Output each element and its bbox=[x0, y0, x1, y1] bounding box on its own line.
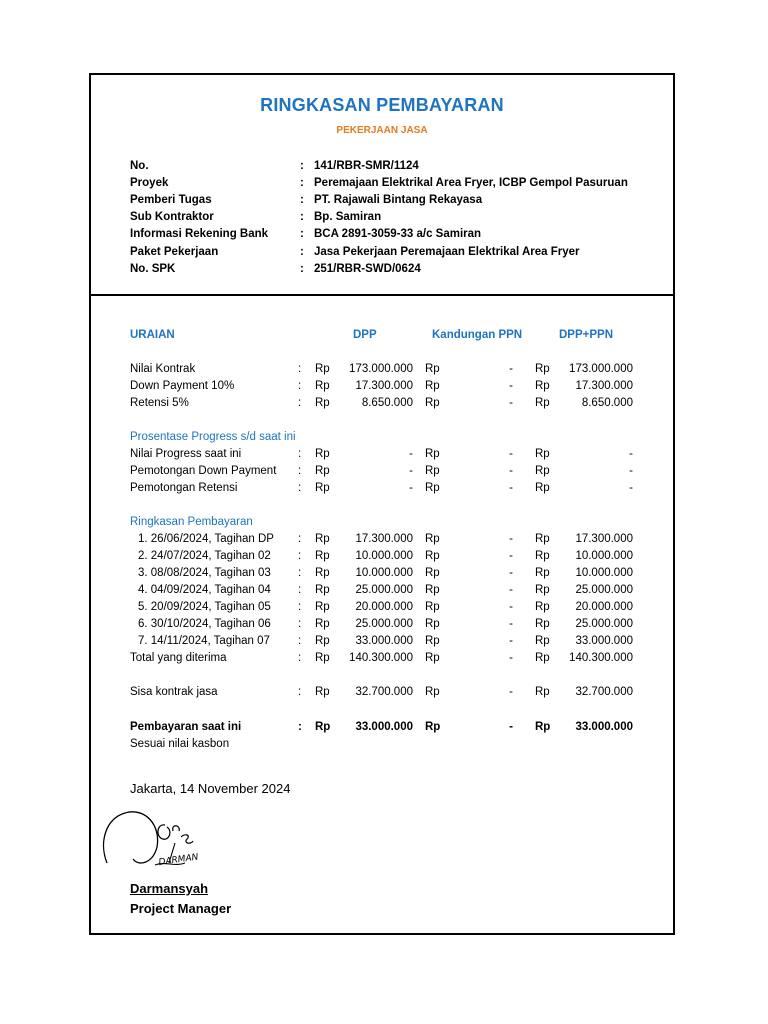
info-row bbox=[130, 260, 628, 277]
info-row bbox=[130, 191, 628, 208]
signature-handwriting: DARMAN bbox=[158, 852, 200, 868]
progress-title: Prosentase Progress s/d saat ini bbox=[130, 431, 296, 443]
row-colon: : bbox=[298, 635, 302, 647]
ppn-value: - bbox=[509, 397, 513, 409]
currency-label: Rp bbox=[535, 482, 550, 494]
note-row bbox=[91, 738, 673, 755]
dpp-value: - bbox=[409, 448, 413, 460]
currency-label: Rp bbox=[315, 533, 330, 545]
row-label: 5. 20/09/2024, Tagihan 05 bbox=[138, 601, 271, 613]
section-title bbox=[91, 431, 673, 448]
currency-label: Rp bbox=[425, 363, 440, 375]
total-value: 33.000.000 bbox=[575, 721, 633, 733]
currency-label: Rp bbox=[425, 601, 440, 613]
table-row bbox=[91, 601, 673, 618]
info-value: Peremajaan Elektrikal Area Fryer, ICBP Gempol Pasuruan bbox=[314, 176, 628, 189]
currency-label: Rp bbox=[535, 721, 551, 733]
info-colon: : bbox=[300, 245, 304, 258]
ppn-value: - bbox=[509, 465, 513, 477]
currency-label: Rp bbox=[315, 584, 330, 596]
row-label: 2. 24/07/2024, Tagihan 02 bbox=[138, 550, 271, 562]
currency-label: Rp bbox=[425, 550, 440, 562]
currency-label: Rp bbox=[425, 482, 440, 494]
row-colon: : bbox=[298, 652, 302, 664]
ppn-value: - bbox=[509, 448, 513, 460]
summary-title: Ringkasan Pembayaran bbox=[130, 516, 253, 528]
currency-label: Rp bbox=[315, 652, 330, 664]
currency-label: Rp bbox=[315, 380, 330, 392]
header-total: DPP+PPN bbox=[559, 329, 614, 341]
table-row bbox=[91, 618, 673, 635]
currency-label: Rp bbox=[425, 567, 440, 579]
ppn-value: - bbox=[509, 363, 513, 375]
dpp-value: 25.000.000 bbox=[355, 584, 413, 596]
dpp-value: - bbox=[409, 482, 413, 494]
signature-image bbox=[95, 803, 225, 877]
row-label: Pemotongan Down Payment bbox=[130, 465, 277, 477]
row-colon: : bbox=[298, 380, 302, 392]
table-row bbox=[91, 397, 673, 414]
row-label: 3. 08/08/2024, Tagihan 03 bbox=[138, 567, 271, 579]
row-label: Pembayaran saat ini bbox=[130, 721, 242, 733]
dpp-value: - bbox=[409, 465, 413, 477]
dpp-value: 17.300.000 bbox=[355, 380, 413, 392]
info-row bbox=[130, 174, 628, 191]
current-payment-row bbox=[91, 721, 673, 738]
info-row bbox=[130, 157, 628, 174]
signer-name: Darmansyah bbox=[130, 881, 209, 896]
ppn-value: - bbox=[509, 635, 513, 647]
info-label: Sub Kontraktor bbox=[130, 211, 214, 224]
dpp-value: 32.700.000 bbox=[355, 686, 413, 698]
row-colon: : bbox=[298, 448, 302, 460]
ppn-value: - bbox=[509, 721, 513, 733]
total-value: 173.000.000 bbox=[569, 363, 633, 375]
ppn-value: - bbox=[509, 652, 513, 664]
currency-label: Rp bbox=[315, 618, 330, 630]
info-colon: : bbox=[300, 262, 304, 275]
currency-label: Rp bbox=[425, 397, 440, 409]
info-block bbox=[130, 157, 628, 277]
currency-label: Rp bbox=[535, 635, 550, 647]
total-value: 8.650.000 bbox=[581, 397, 633, 409]
info-value: Jasa Pekerjaan Peremajaan Elektrikal Area Fryer bbox=[314, 245, 580, 258]
currency-label: Rp bbox=[535, 618, 550, 630]
currency-label: Rp bbox=[315, 550, 330, 562]
table-row bbox=[91, 482, 673, 499]
info-label: Pemberi Tugas bbox=[130, 193, 212, 206]
total-value: - bbox=[629, 465, 633, 477]
remaining-row bbox=[91, 686, 673, 703]
table-row bbox=[91, 567, 673, 584]
total-value: 32.700.000 bbox=[575, 686, 633, 698]
dpp-value: 10.000.000 bbox=[355, 550, 413, 562]
currency-label: Rp bbox=[315, 635, 330, 647]
row-colon: : bbox=[298, 686, 302, 698]
ppn-value: - bbox=[509, 618, 513, 630]
currency-label: Rp bbox=[425, 618, 440, 630]
info-value: PT. Rajawali Bintang Rekayasa bbox=[314, 193, 483, 206]
currency-label: Rp bbox=[315, 448, 330, 460]
currency-label: Rp bbox=[315, 567, 330, 579]
currency-label: Rp bbox=[535, 380, 550, 392]
info-colon: : bbox=[300, 176, 304, 189]
row-colon: : bbox=[298, 567, 302, 579]
total-value: 10.000.000 bbox=[575, 550, 633, 562]
currency-label: Rp bbox=[315, 397, 330, 409]
currency-label: Rp bbox=[425, 652, 440, 664]
currency-label: Rp bbox=[425, 380, 440, 392]
ppn-value: - bbox=[509, 584, 513, 596]
ppn-value: - bbox=[509, 482, 513, 494]
row-label: 1. 26/06/2024, Tagihan DP bbox=[138, 533, 274, 545]
row-label: Nilai Progress saat ini bbox=[130, 448, 242, 460]
currency-label: Rp bbox=[535, 567, 550, 579]
currency-label: Rp bbox=[535, 533, 550, 545]
row-label: Retensi 5% bbox=[130, 397, 189, 409]
table-row bbox=[91, 363, 673, 380]
info-row bbox=[130, 243, 628, 260]
document-subtitle: PEKERJAAN JASA bbox=[336, 125, 428, 136]
row-label: Down Payment 10% bbox=[130, 380, 235, 392]
row-label: Pemotongan Retensi bbox=[130, 482, 238, 494]
currency-label: Rp bbox=[425, 448, 440, 460]
table-row bbox=[91, 380, 673, 397]
currency-label: Rp bbox=[535, 601, 550, 613]
currency-label: Rp bbox=[315, 363, 330, 375]
dpp-value: 17.300.000 bbox=[355, 533, 413, 545]
info-value: 251/RBR-SWD/0624 bbox=[314, 262, 421, 275]
section-divider bbox=[91, 294, 673, 296]
info-label: No. bbox=[130, 159, 149, 172]
currency-label: Rp bbox=[425, 721, 441, 733]
info-colon: : bbox=[300, 228, 304, 241]
total-value: 10.000.000 bbox=[575, 567, 633, 579]
row-label: 4. 04/09/2024, Tagihan 04 bbox=[138, 584, 271, 596]
table-row bbox=[91, 550, 673, 567]
total-value: - bbox=[629, 448, 633, 460]
table-row bbox=[91, 448, 673, 465]
total-value: 17.300.000 bbox=[575, 533, 633, 545]
dpp-value: 8.650.000 bbox=[361, 397, 413, 409]
row-colon: : bbox=[298, 584, 302, 596]
currency-label: Rp bbox=[425, 635, 440, 647]
info-label: Informasi Rekening Bank bbox=[130, 228, 269, 241]
total-value: 25.000.000 bbox=[575, 618, 633, 630]
currency-label: Rp bbox=[315, 686, 330, 698]
dpp-value: 140.300.000 bbox=[349, 652, 413, 664]
currency-label: Rp bbox=[535, 363, 550, 375]
row-colon: : bbox=[298, 363, 302, 375]
currency-label: Rp bbox=[425, 584, 440, 596]
dpp-value: 173.000.000 bbox=[349, 363, 413, 375]
currency-label: Rp bbox=[315, 721, 331, 733]
table-row bbox=[91, 635, 673, 652]
ppn-value: - bbox=[509, 567, 513, 579]
signer-role: Project Manager bbox=[130, 901, 232, 916]
currency-label: Rp bbox=[535, 465, 550, 477]
table-header bbox=[91, 329, 673, 346]
table-row bbox=[91, 533, 673, 550]
total-value: 33.000.000 bbox=[575, 635, 633, 647]
info-label: No. SPK bbox=[130, 262, 176, 275]
row-colon: : bbox=[298, 618, 302, 630]
header-dpp: DPP bbox=[353, 329, 377, 341]
place-date: Jakarta, 14 November 2024 bbox=[130, 781, 291, 796]
dpp-value: 33.000.000 bbox=[355, 635, 413, 647]
total-value: 25.000.000 bbox=[575, 584, 633, 596]
row-label: 7. 14/11/2024, Tagihan 07 bbox=[138, 635, 270, 647]
row-label: Nilai Kontrak bbox=[130, 363, 196, 375]
info-value: BCA 2891-3059-33 a/c Samiran bbox=[314, 228, 482, 241]
row-colon: : bbox=[298, 601, 302, 613]
row-colon: : bbox=[298, 482, 302, 494]
row-colon: : bbox=[298, 721, 302, 733]
currency-label: Rp bbox=[425, 686, 440, 698]
table-row bbox=[91, 465, 673, 482]
info-label: Proyek bbox=[130, 176, 169, 189]
row-label: Total yang diterima bbox=[130, 652, 227, 664]
currency-label: Rp bbox=[315, 465, 330, 477]
currency-label: Rp bbox=[425, 465, 440, 477]
header-uraian: URAIAN bbox=[130, 329, 175, 341]
total-value: - bbox=[629, 482, 633, 494]
row-label: 6. 30/10/2024, Tagihan 06 bbox=[138, 618, 271, 630]
payment-note: Sesuai nilai kasbon bbox=[130, 738, 230, 750]
info-label: Paket Pekerjaan bbox=[130, 245, 219, 258]
currency-label: Rp bbox=[315, 482, 330, 494]
currency-label: Rp bbox=[535, 652, 550, 664]
dpp-value: 20.000.000 bbox=[355, 601, 413, 613]
section-title bbox=[91, 516, 673, 533]
row-label: Sisa kontrak jasa bbox=[130, 686, 218, 698]
currency-label: Rp bbox=[535, 448, 550, 460]
dpp-value: 25.000.000 bbox=[355, 618, 413, 630]
currency-label: Rp bbox=[535, 686, 550, 698]
header-ppn: Kandungan PPN bbox=[432, 329, 523, 341]
row-colon: : bbox=[298, 465, 302, 477]
info-colon: : bbox=[300, 193, 304, 206]
info-row bbox=[130, 209, 628, 226]
total-row bbox=[91, 652, 673, 669]
ppn-value: - bbox=[509, 380, 513, 392]
info-value: Bp. Samiran bbox=[314, 211, 382, 224]
row-colon: : bbox=[298, 533, 302, 545]
dpp-value: 33.000.000 bbox=[355, 721, 413, 733]
info-row bbox=[130, 226, 628, 243]
currency-label: Rp bbox=[535, 550, 550, 562]
info-colon: : bbox=[300, 159, 304, 172]
ppn-value: - bbox=[509, 533, 513, 545]
document-frame bbox=[89, 73, 675, 935]
info-colon: : bbox=[300, 211, 304, 224]
row-colon: : bbox=[298, 397, 302, 409]
ppn-value: - bbox=[509, 550, 513, 562]
currency-label: Rp bbox=[425, 533, 440, 545]
dpp-value: 10.000.000 bbox=[355, 567, 413, 579]
total-value: 20.000.000 bbox=[575, 601, 633, 613]
currency-label: Rp bbox=[535, 397, 550, 409]
currency-label: Rp bbox=[535, 584, 550, 596]
currency-label: Rp bbox=[315, 601, 330, 613]
ppn-value: - bbox=[509, 601, 513, 613]
document-title: RINGKASAN PEMBAYARAN bbox=[260, 95, 504, 115]
total-value: 140.300.000 bbox=[569, 652, 633, 664]
table-row bbox=[91, 584, 673, 601]
total-value: 17.300.000 bbox=[575, 380, 633, 392]
info-value: 141/RBR-SMR/1124 bbox=[314, 159, 419, 172]
ppn-value: - bbox=[509, 686, 513, 698]
row-colon: : bbox=[298, 550, 302, 562]
